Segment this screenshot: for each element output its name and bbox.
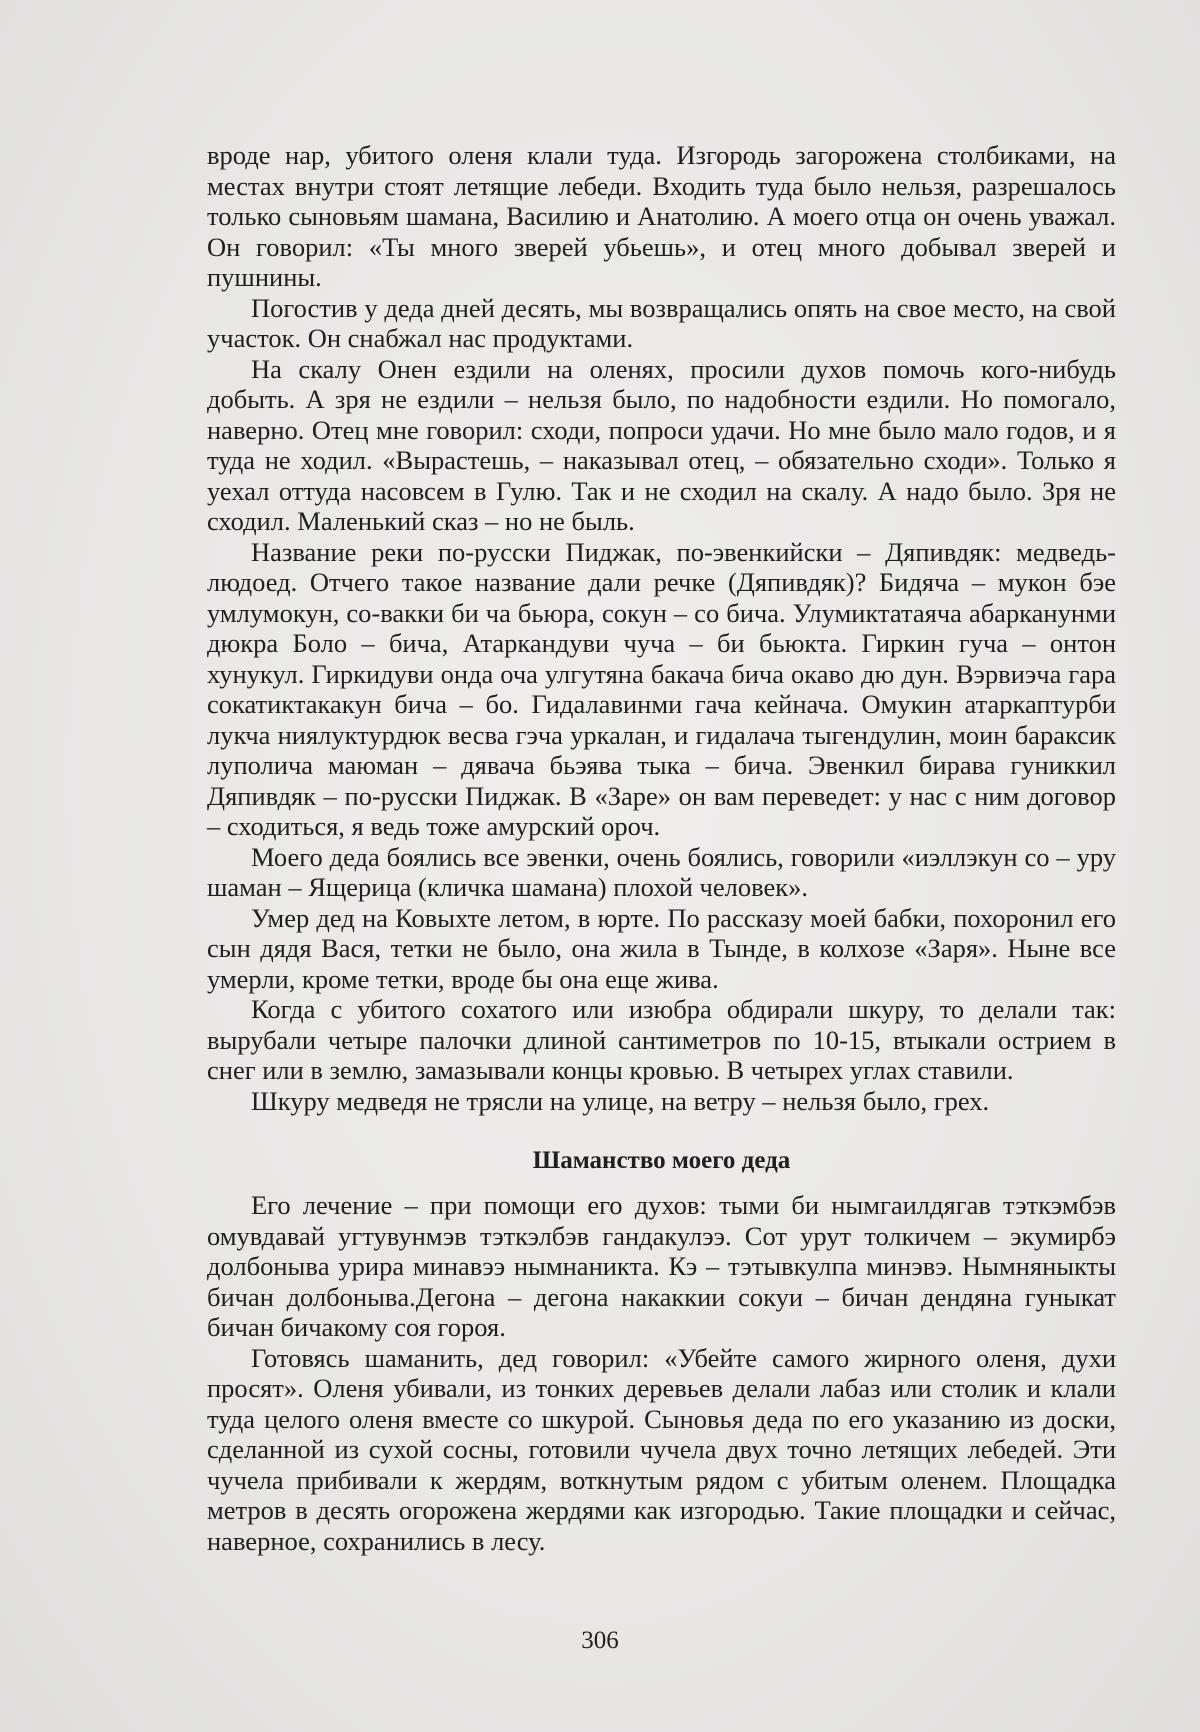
page-number: 306 xyxy=(581,1627,619,1654)
paragraph: Погостив у деда дней десять, мы возвращались опять на свое место, на свой участок. Он снабжал нас продуктами. xyxy=(207,292,1116,353)
section-heading: Шаманство моего деда xyxy=(532,1147,791,1174)
paragraph: Когда с убитого сохатого или изюбра обдирали шкуру, то делали так: вырубали четыре палочки длиной сантиметров по 10-15, втыкали острием в снег или в землю, замазывали концы кровью. В четырех углах ставили. xyxy=(207,994,1116,1085)
paragraph: Умер дед на Ковыхте летом, в юрте. По рассказу моей бабки, похоронил его сын дядя Вася, тетки не было, она жила в Тынде, в колхозе «Заря». Ныне все умерли, кроме тетки, вроде бы она еще жива. xyxy=(207,902,1116,994)
paragraph: Готовясь шаманить, дед говорил: «Убейте самого жирного оленя, духи просят». Оленя убивали, из тонких деревьев делали лабаз или столик и клали туда целого оленя вместе со шкурой. Сыновья деда по его указанию из доски, сделанной из сухой сосны, готовили чучела двух точно летящих лебедей. Эти чучела прибивали к жердям, воткнутым рядом с убитым оленем. Площадка метров в десять огорожена жердями как изгородью. Такие площадки и сейчас, наверное, сохранились в лесу. xyxy=(207,1342,1116,1556)
paragraph: На скалу Онен ездили на оленях, просили духов помочь кого-нибудь добыть. А зря не ездили – нельзя было, по надобности ездили. Но помогало, наверно. Отец мне говорил: сходи, попроси удачи. Но мне было мало годов, и я туда не ходил. «Вырастешь, – наказывал отец, – обязательно сходи». Только я уехал оттуда насовсем в Гулю. Так и не сходил на скалу. А надо было. Зря не сходил. Маленький сказ – но не быль. xyxy=(207,353,1116,536)
paragraph: Моего деда боялись все эвенки, очень боялись, говорили «иэллэкун со – уру шаман – Ящерица (кличка шамана) плохой человек». xyxy=(207,841,1116,902)
paragraph: Его лечение – при помощи его духов: тыми би нымгаилдягав тэткэмбэв омувдавай угтувунмэв тэткэлбэв гандакулээ. Сот урут толкичем – экумирбэ долбонывa урира минавээ нымнаникта. Кэ – тэтывкулпа минэвэ. Нымняныкты бичан долбонывa.Дегона – дегона накаккии сокуи – бичан дендяна гуныкат бичан бичакому соя гороя. xyxy=(207,1190,1116,1342)
paragraph: вроде нар, убитого оленя клали туда. Изгородь загорожена столбиками, на местах внутри стоят летящие лебеди. Входить туда было нельзя, разрешалось только сыновьям шамана, Василию и Анатолию. А моего отца он очень уважал. Он говорил: «Ты много зверей убьешь», и отец много добывал зверей и пушнины. xyxy=(207,140,1116,292)
body-text xyxy=(207,140,1116,1556)
paragraph: Шкуру медведя не трясли на улице, на ветру – нельзя было, грех. xyxy=(251,1085,990,1116)
paragraph: Название реки по-русски Пиджак, по-эвенкийски – Дяпивдяк: медведь-людоед. Отчего такое название дали речке (Дяпивдяк)? Бидяча – мукон бэе умлумокун, со-вакки би ча бьюра, сокун – со бича. Улумиктатаяча абарканунми дюкра Боло – бича, Атаркандуви чуча – би бьюкта. Гиркин гуча – онтон хунукул. Гиркидуви онда оча улгутяна бакача бича окаво дю дун. Вэрвиэча гара сокатиктакакун бича – бо. Гидалавинми гача кейнача. Омукин атаркаптурби лукча ниялуктурдюк весва гэча уркалан, и гидалача тыгендулин, моин бараксик луполича маюман – дявача бьэява тыка – бича. Эвенкил бирава гуниккил Дяпивдяк – по-русски Пиджак. В «Заре» он вам переведет: у нас с ним договор – сходиться, я ведь тоже амурский ороч. xyxy=(207,536,1116,841)
